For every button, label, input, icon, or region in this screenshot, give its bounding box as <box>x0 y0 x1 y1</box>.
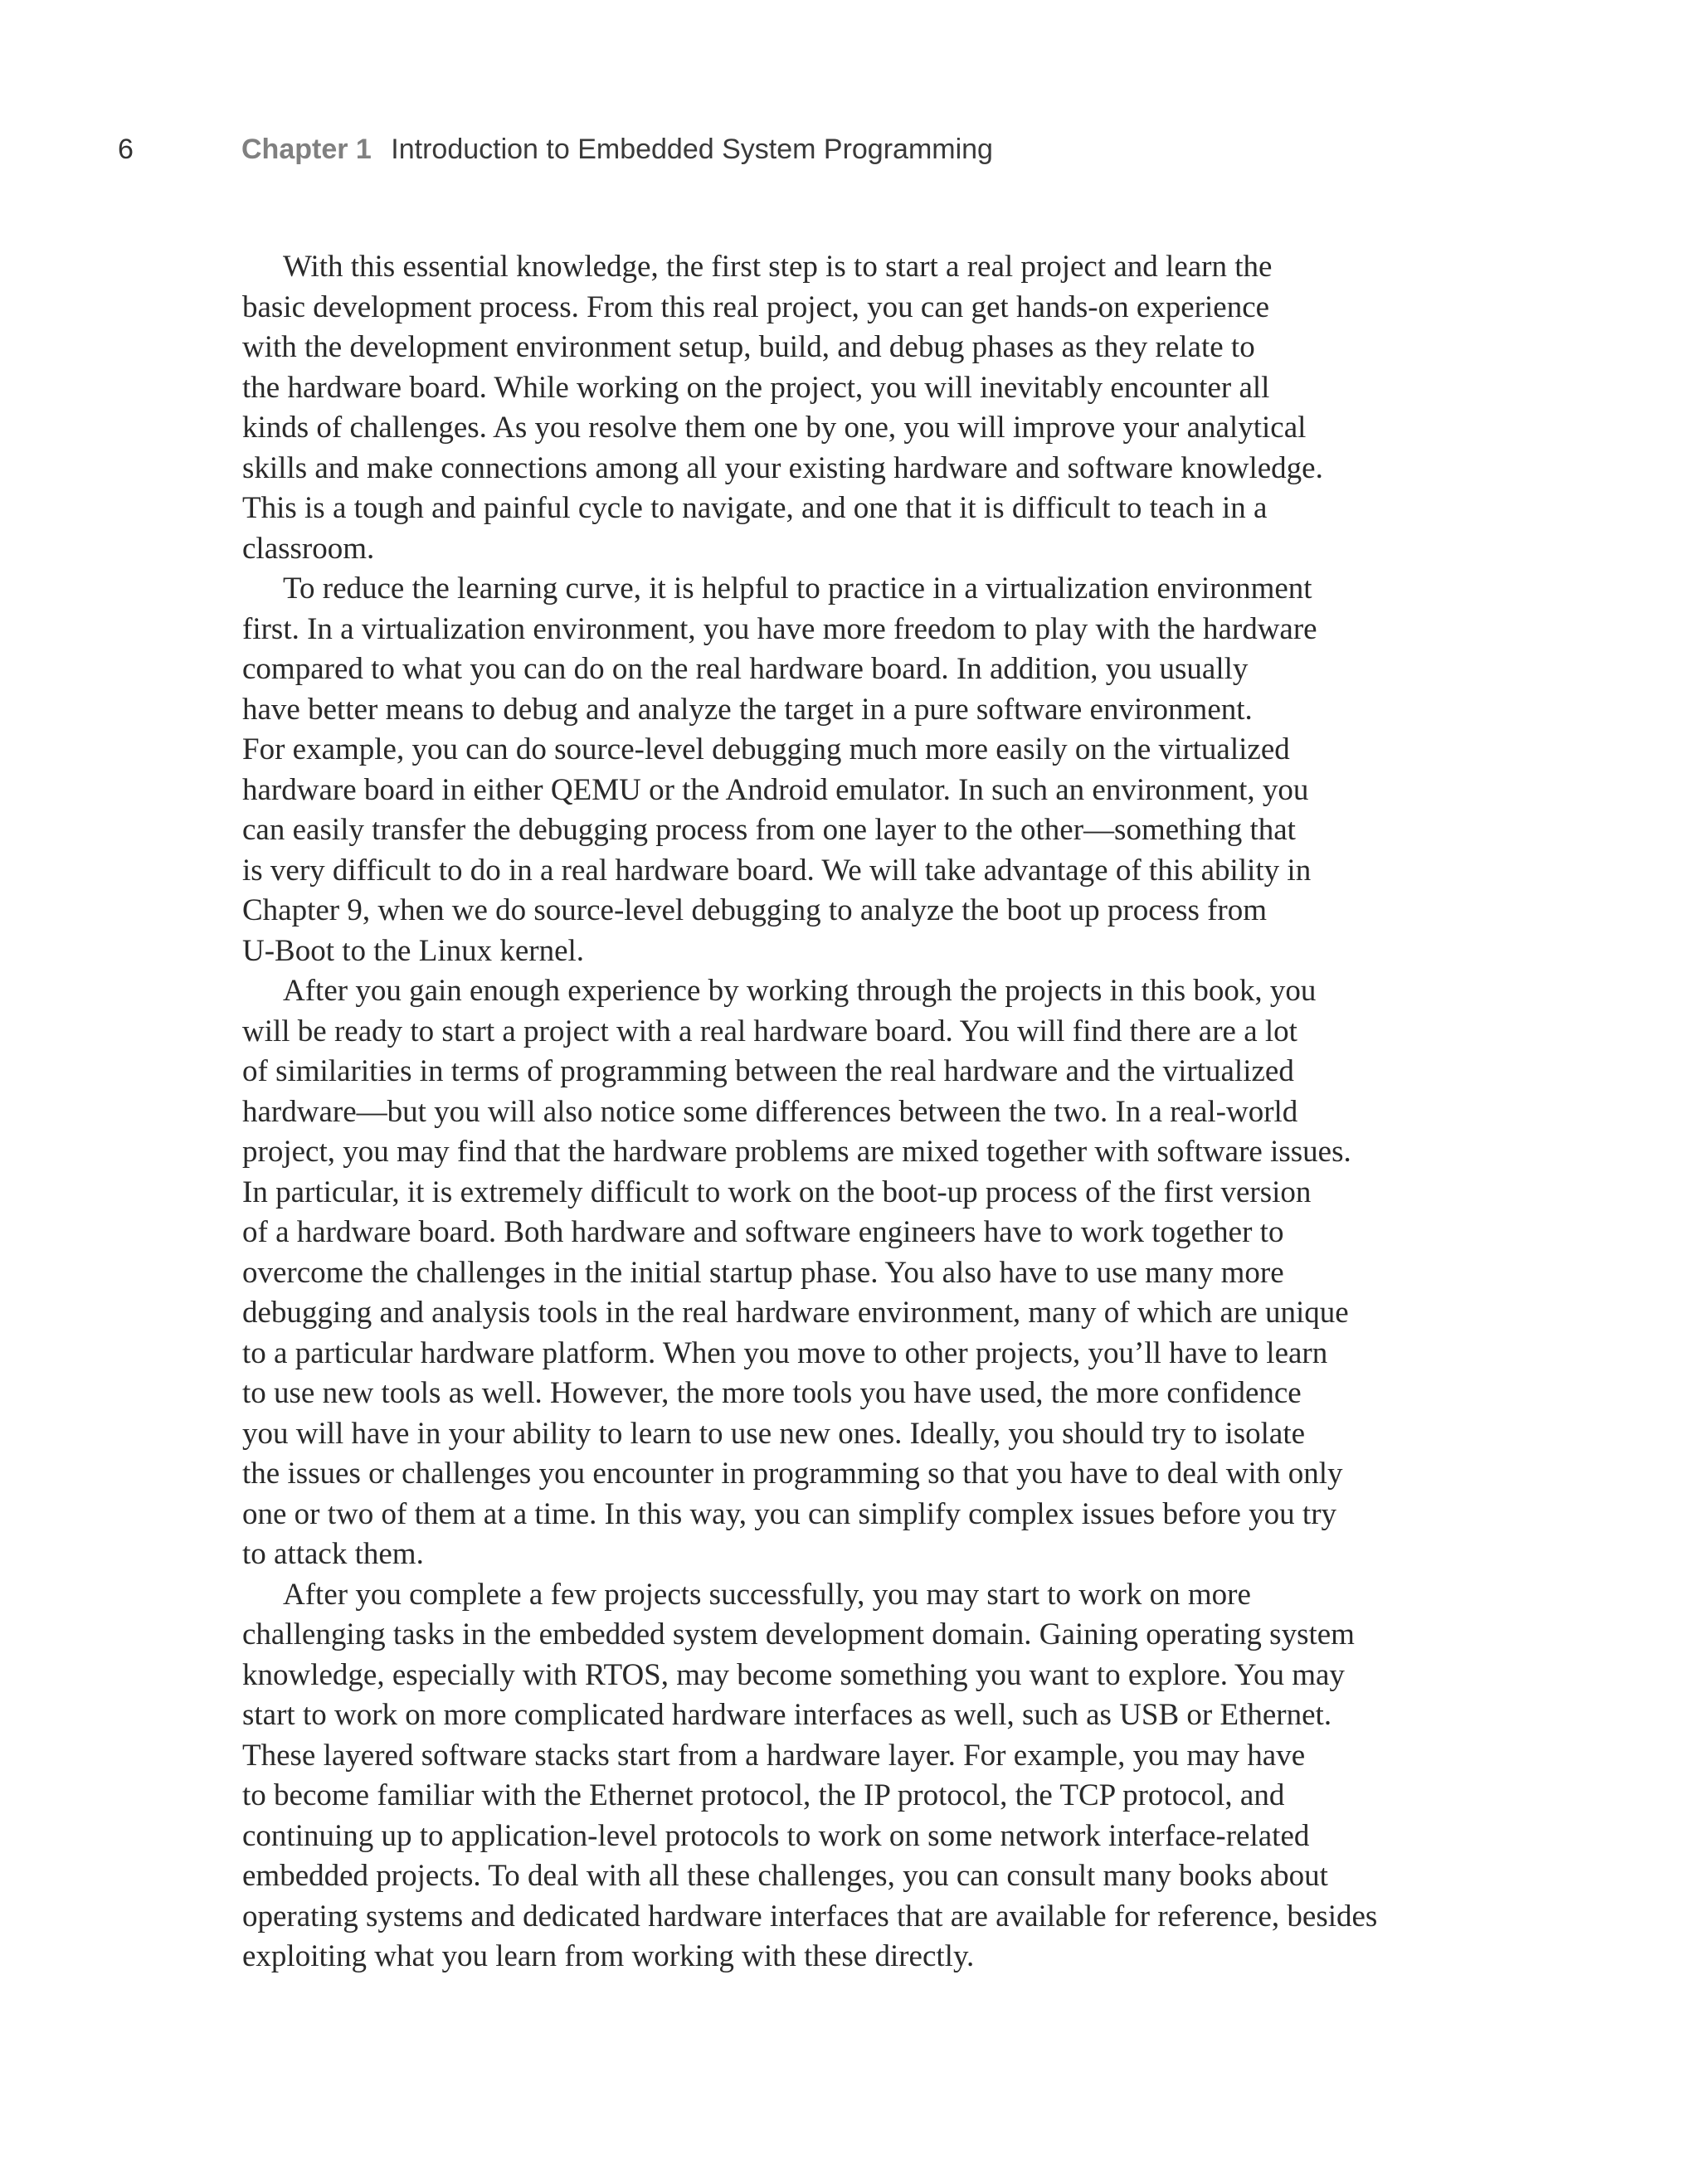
text-line: to a particular hardware platform. When you move to other projects, you’ll have to learn <box>242 1335 1328 1370</box>
text-line: start to work on more complicated hardware interfaces as well, such as USB or Ethernet. <box>242 1698 1332 1732</box>
page-number: 6 <box>118 134 134 165</box>
text-line: will be ready to start a project with a real hardware board. You will find there are a lot <box>242 1014 1297 1048</box>
text-line: of similarities in terms of programming between the real hardware and the virtualized <box>242 1054 1294 1088</box>
chapter-title: Introduction to Embedded System Programming <box>391 134 993 165</box>
text-line: overcome the challenges in the initial startup phase. You also have to use many more <box>242 1255 1284 1290</box>
text-line: exploiting what you learn from working with these directly. <box>242 1939 975 1973</box>
text-line: With this essential knowledge, the first step is to start a real project and learn the <box>283 250 1273 284</box>
text-line: Chapter 9, when we do source-level debugging to analyze the boot up process from <box>242 893 1268 927</box>
text-line: knowledge, especially with RTOS, may become something you want to explore. You may <box>242 1657 1345 1692</box>
text-line: hardware—but you will also notice some differences between the two. In a real-world <box>242 1094 1298 1129</box>
text-line: challenging tasks in the embedded system development domain. Gaining operating system <box>242 1617 1355 1651</box>
chapter-label: Chapter 1 <box>241 134 372 165</box>
text-line: can easily transfer the debugging process from one layer to the other—something that <box>242 813 1296 847</box>
text-line: you will have in your ability to learn to use new ones. Ideally, you should try to isolate <box>242 1416 1306 1451</box>
text-line: have better means to debug and analyze the target in a pure software environment. <box>242 692 1253 727</box>
text-line: project, you may find that the hardware problems are mixed together with software issues. <box>242 1135 1351 1169</box>
text-line: kinds of challenges. As you resolve them one by one, you will improve your analytical <box>242 411 1307 445</box>
text-line: hardware board in either QEMU or the Android emulator. In such an environment, you <box>242 772 1309 807</box>
text-line: After you complete a few projects successfully, you may start to work on more <box>283 1577 1251 1612</box>
text-line: This is a tough and painful cycle to navigate, and one that it is difficult to teach in a <box>242 491 1268 525</box>
body-text <box>242 247 1441 1977</box>
text-line: skills and make connections among all your existing hardware and software knowledge. <box>242 450 1323 485</box>
text-line: basic development process. From this real project, you can get hands-on experience <box>242 289 1270 324</box>
text-line: with the development environment setup, build, and debug phases as they relate to <box>242 330 1255 364</box>
text-line: debugging and analysis tools in the real hardware environment, many of which are unique <box>242 1296 1349 1330</box>
text-line: first. In a virtualization environment, you have more freedom to play with the hardware <box>242 611 1317 646</box>
text-line: to become familiar with the Ethernet protocol, the IP protocol, the TCP protocol, and <box>242 1778 1285 1812</box>
text-line: one or two of them at a time. In this way, you can simplify complex issues before you try <box>242 1496 1337 1531</box>
paragraph <box>242 569 1441 971</box>
text-line: In particular, it is extremely difficult to work on the boot-up process of the first version <box>242 1175 1312 1209</box>
text-line: to attack them. <box>242 1537 424 1571</box>
text-line: After you gain enough experience by working through the projects in this book, you <box>283 974 1317 1008</box>
text-line: to use new tools as well. However, the more tools you have used, the more confidence <box>242 1376 1302 1410</box>
paragraph <box>242 1575 1441 1977</box>
text-line: For example, you can do source-level debugging much more easily on the virtualized <box>242 732 1290 766</box>
text-line: the issues or challenges you encounter in programming so that you have to deal with only <box>242 1457 1343 1491</box>
text-line: of a hardware board. Both hardware and software engineers have to work together to <box>242 1215 1284 1249</box>
running-head <box>241 135 993 163</box>
text-line: embedded projects. To deal with all these challenges, you can consult many books about <box>242 1859 1328 1893</box>
paragraph <box>242 971 1441 1575</box>
text-line: continuing up to application-level protocols to work on some network interface-related <box>242 1818 1310 1853</box>
text-line: To reduce the learning curve, it is helpful to practice in a virtualization environment <box>283 572 1312 606</box>
text-line: the hardware board. While working on the project, you will inevitably encounter all <box>242 370 1270 405</box>
text-line: These layered software stacks start from a hardware layer. For example, you may have <box>242 1738 1306 1773</box>
paragraph <box>242 247 1441 569</box>
text-line: is very difficult to do in a real hardware board. We will take advantage of this ability in <box>242 853 1312 888</box>
text-line: U-Boot to the Linux kernel. <box>242 933 585 968</box>
text-line: compared to what you can do on the real hardware board. In addition, you usually <box>242 652 1249 686</box>
text-line: classroom. <box>242 531 375 566</box>
text-line: operating systems and dedicated hardware interfaces that are available for reference, besides <box>242 1899 1378 1933</box>
